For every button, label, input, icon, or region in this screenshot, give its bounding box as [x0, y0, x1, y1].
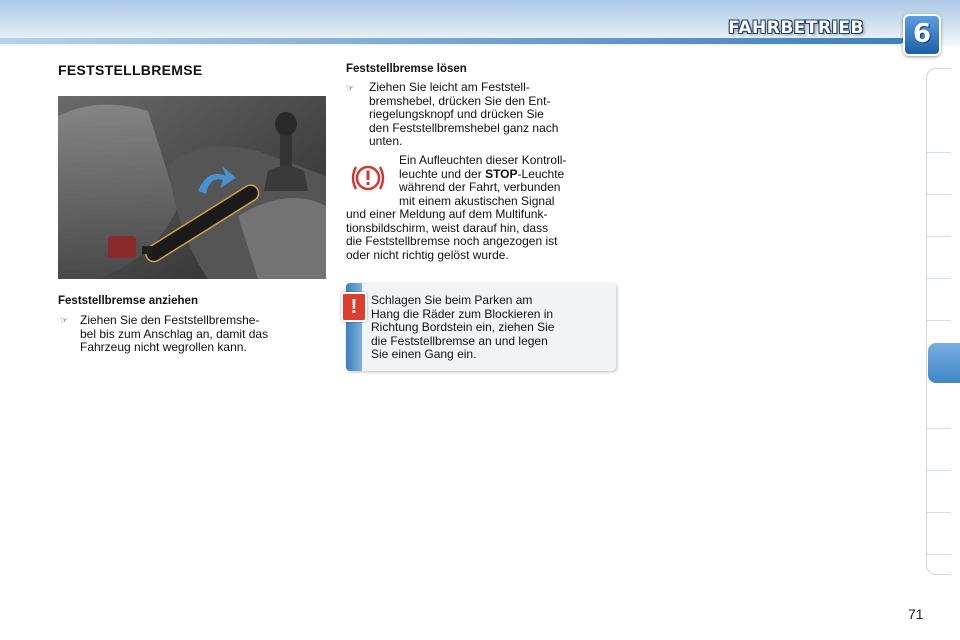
- apply-line: Fahrzeug nicht wegrollen kann.: [80, 340, 247, 354]
- release-line: unten.: [369, 134, 403, 148]
- chapter-title: FAHRBETRIEB: [728, 18, 864, 38]
- bullet-icon: ☞: [346, 83, 355, 93]
- chapter-tab[interactable]: [927, 279, 951, 321]
- note-line: die Feststellbremse an und legen: [371, 333, 548, 348]
- chapter-number: 6: [912, 19, 932, 49]
- note-line: Hang die Räder zum Blockieren in: [371, 306, 554, 321]
- release-line: riegelungsknopf und drücken Sie: [369, 107, 544, 121]
- chapter-tab[interactable]: [927, 111, 951, 153]
- chapter-tab[interactable]: [927, 195, 951, 237]
- note-line: Sie einen Gang ein.: [371, 347, 477, 361]
- warning-line: die Feststellbremse noch angezogen ist: [346, 234, 558, 248]
- chapter-tab[interactable]: [927, 153, 951, 195]
- chapter-tab[interactable]: [927, 237, 951, 279]
- chapter-tab[interactable]: [927, 387, 951, 429]
- handbrake-photo: [58, 96, 326, 279]
- warning-light-text-short: [399, 154, 615, 208]
- warning-line: oder nicht richtig gelöst wurde.: [346, 247, 509, 262]
- warning-line: leuchte und der STOP-Leuchte: [399, 166, 565, 181]
- handbrake-illustration: [58, 96, 326, 279]
- brake-warning-icon: [350, 160, 386, 196]
- section-title: FESTSTELLBREMSE: [58, 62, 203, 78]
- warning-line: mit einem akustischen Signal: [399, 193, 555, 208]
- release-line: Ziehen Sie leicht am Feststell-: [369, 80, 530, 94]
- warning-line: und einer Meldung auf dem Multifunk-: [346, 207, 548, 221]
- stop-label: STOP: [485, 166, 518, 181]
- chapter-tab-active[interactable]: [928, 343, 960, 383]
- note-line: Richtung Bordstein ein, ziehen Sie: [371, 320, 555, 334]
- chapter-tab[interactable]: [927, 429, 951, 471]
- apply-line: Ziehen Sie den Feststellbremshe-: [80, 313, 260, 327]
- release-heading: Feststellbremse lösen: [346, 63, 467, 75]
- warning-light-text-full: [346, 208, 616, 262]
- warning-line: während der Fahrt, verbunden: [399, 180, 561, 194]
- release-line: bremshebel, drücken Sie den Ent-: [369, 93, 551, 108]
- release-line: den Feststellbremshebel ganz nach: [369, 120, 559, 135]
- chapter-badge[interactable]: [903, 14, 941, 56]
- page-number: 71: [908, 606, 924, 622]
- header-swoosh: [0, 38, 905, 44]
- note-line: Schlagen Sie beim Parken am: [371, 293, 533, 307]
- bullet-icon: ☞: [60, 315, 69, 325]
- warning-line: tionsbildschirm, weist darauf hin, dass: [346, 220, 549, 235]
- warning-line: Ein Aufleuchten dieser Kontroll-: [399, 153, 567, 167]
- chapter-tab[interactable]: [927, 513, 951, 555]
- chapter-tab[interactable]: [927, 471, 951, 513]
- release-text: [369, 81, 615, 149]
- apply-text: [80, 314, 326, 355]
- chapter-tab-strip: [926, 68, 951, 575]
- apply-heading: Feststellbremse anziehen: [58, 295, 198, 307]
- parking-note-text: [371, 294, 611, 362]
- apply-line: bel bis zum Anschlag an, damit das: [80, 326, 269, 341]
- exclamation-icon: !: [341, 292, 367, 322]
